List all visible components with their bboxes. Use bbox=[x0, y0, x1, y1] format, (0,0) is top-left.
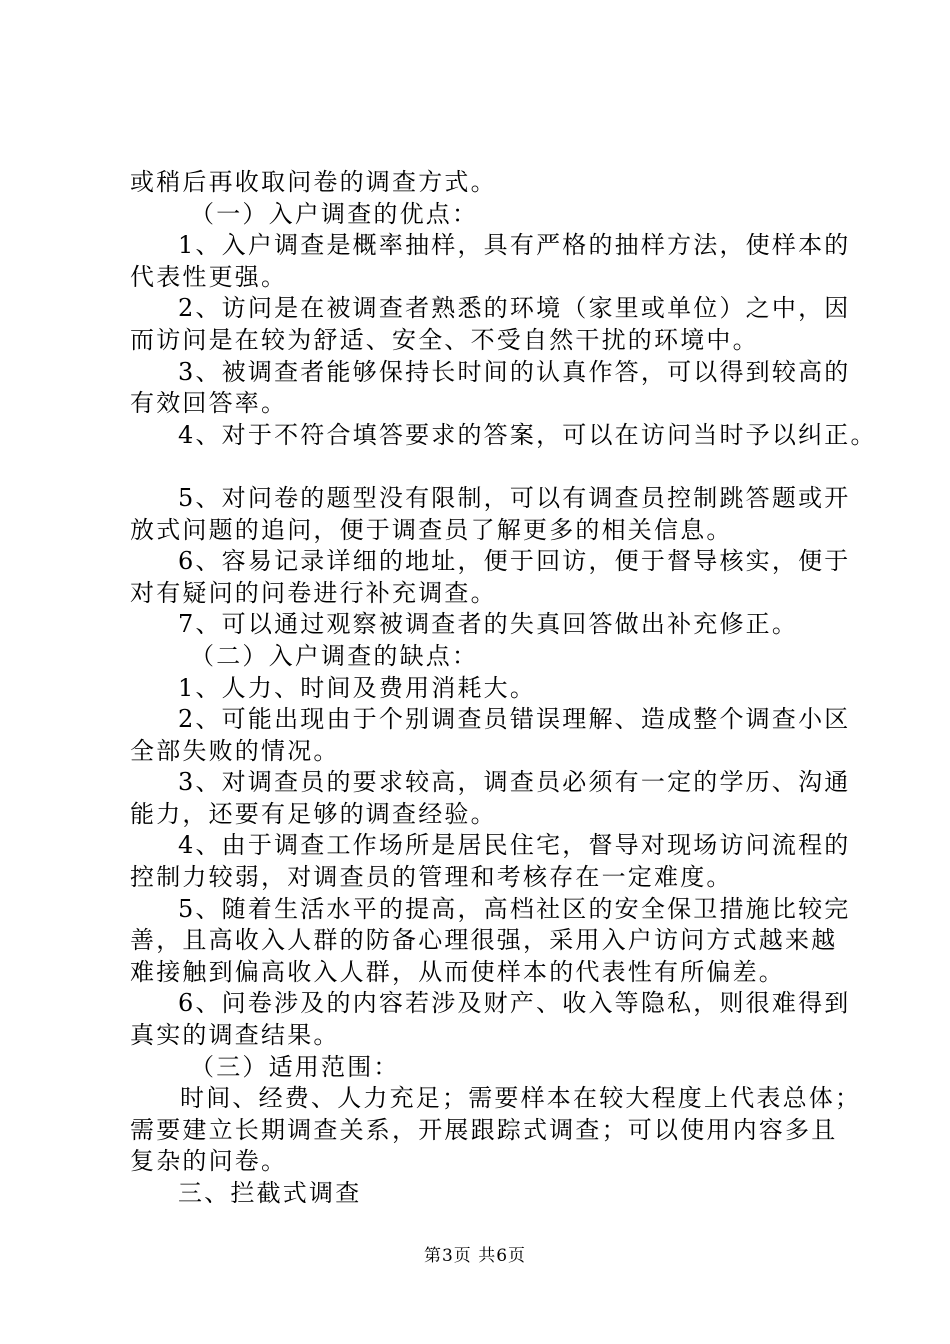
text-line-27: 6、问卷涉及的内容若涉及财产、收入等隐私，则很难得到 bbox=[178, 989, 851, 1018]
blank-line bbox=[130, 451, 845, 483]
text-line-25: 善，且高收入人群的防备心理很强，采用入户访问方式越来越 bbox=[130, 926, 838, 955]
page-number-footer: 第3页 共6页 bbox=[423, 1246, 527, 1266]
text-line-31: 需要建立长期调查关系，开展跟踪式调查；可以使用内容多且 bbox=[130, 1115, 838, 1144]
document-body bbox=[130, 167, 877, 1210]
text-line-32: 复杂的问卷。 bbox=[130, 1147, 288, 1176]
text-line-21: 能力，还要有足够的调查经验。 bbox=[130, 799, 497, 828]
text-line-9: 4、对于不符合填答要求的答案，可以在访问当时予以纠正。 bbox=[178, 420, 877, 449]
text-line-1: 或稍后再收取问卷的调查方式。 bbox=[130, 168, 497, 196]
text-line-14: 对有疑问的问卷进行补充调查。 bbox=[130, 578, 497, 607]
section-heading-intercept-survey: 三、拦截式调查 bbox=[178, 1179, 362, 1207]
text-line-30: 时间、经费、人力充足；需要样本在较大程度上代表总体； bbox=[180, 1084, 862, 1113]
text-line-4: 代表性更强。 bbox=[130, 262, 288, 291]
text-line-11: 5、对问卷的题型没有限制，可以有调查员控制跳答题或开 bbox=[178, 483, 851, 512]
text-line-17: 1、人力、时间及费用消耗大。 bbox=[178, 673, 537, 702]
text-line-20: 3、对调查员的要求较高，调查员必须有一定的学历、沟通 bbox=[178, 768, 851, 797]
text-line-15: 7、可以通过观察被调查者的失真回答做出补充修正。 bbox=[178, 610, 799, 639]
section-heading-scope: （三）适用范围： bbox=[190, 1052, 400, 1081]
text-line-19: 全部失败的情况。 bbox=[130, 736, 340, 765]
text-line-13: 6、容易记录详细的地址，便于回访，便于督导核实，便于 bbox=[178, 547, 851, 576]
text-line-6: 而访问是在较为舒适、安全、不受自然干扰的环境中。 bbox=[130, 325, 759, 354]
text-line-22: 4、由于调查工作场所是居民住宅，督导对现场访问流程的 bbox=[178, 831, 851, 860]
text-line-3: 1、入户调查是概率抽样，具有严格的抽样方法，使样本的 bbox=[178, 231, 851, 260]
text-line-18: 2、可能出现由于个别调查员错误理解、造成整个调查小区 bbox=[178, 705, 851, 734]
text-line-5: 2、访问是在被调查者熟悉的环境（家里或单位）之中，因 bbox=[178, 294, 851, 323]
text-line-24: 5、随着生活水平的提高，高档社区的安全保卫措施比较完 bbox=[178, 894, 851, 923]
section-heading-disadvantages: （二）入户调查的缺点： bbox=[190, 641, 479, 670]
text-line-8: 有效回答率。 bbox=[130, 389, 288, 418]
text-line-7: 3、被调查者能够保持长时间的认真作答，可以得到较高的 bbox=[178, 357, 851, 386]
section-heading-advantages: （一）入户调查的优点： bbox=[190, 199, 479, 228]
text-line-26: 难接触到偏高收入人群，从而使样本的代表性有所偏差。 bbox=[130, 957, 785, 986]
text-line-28: 真实的调查结果。 bbox=[130, 1021, 340, 1050]
text-line-12: 放式问题的追问，便于调查员了解更多的相关信息。 bbox=[130, 515, 733, 544]
text-line-23: 控制力较弱，对调查员的管理和考核存在一定难度。 bbox=[130, 863, 733, 892]
